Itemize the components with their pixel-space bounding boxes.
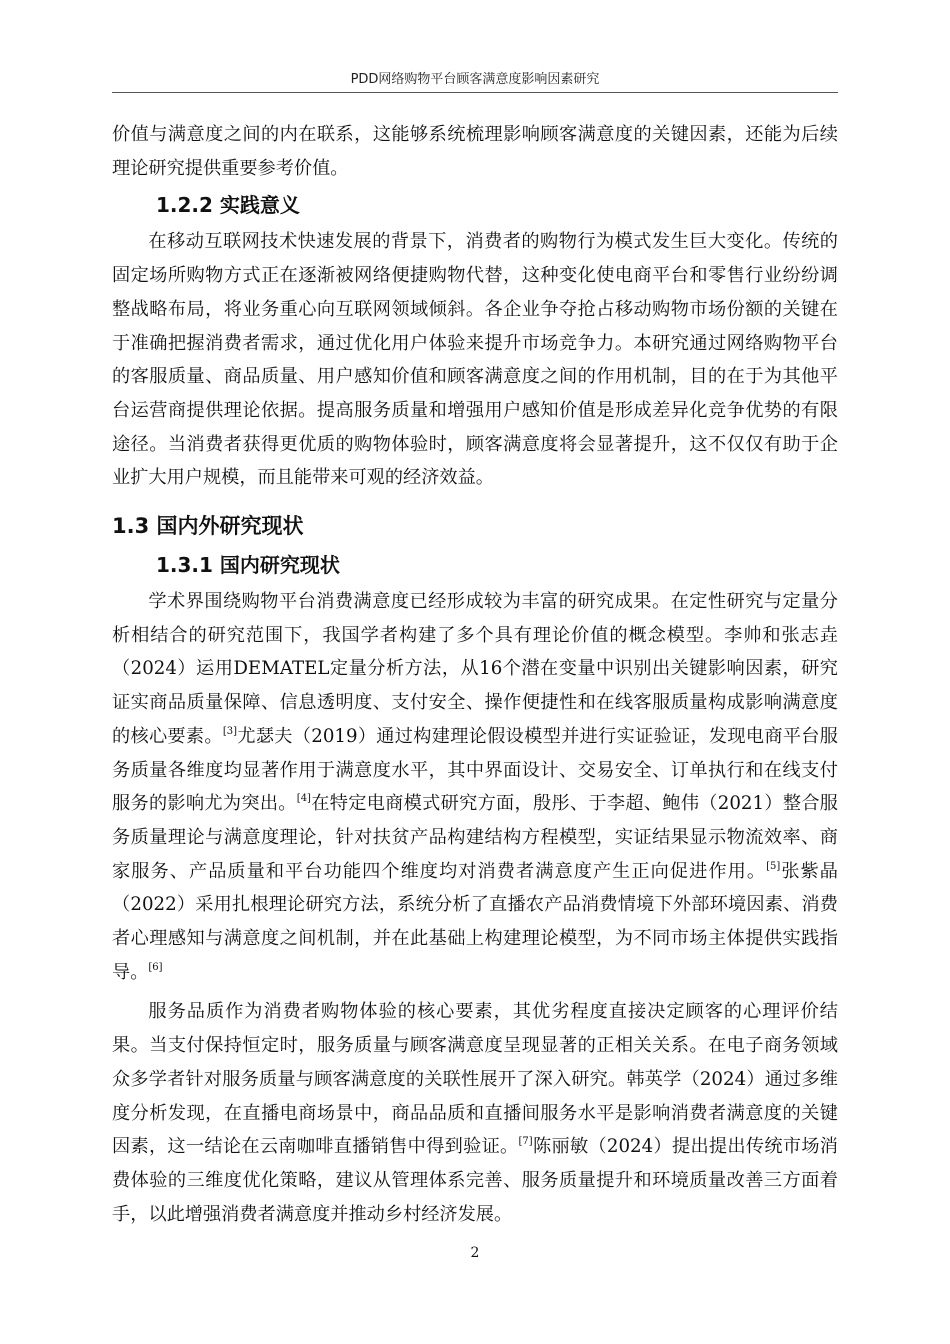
paragraph-domestic-research-2 bbox=[112, 995, 838, 1231]
paragraph-text: 尤瑟夫（2019）通过构建理论假设模型并进行实证验证，发现电商平台服务质量各维度均显著作用于满意度水平，其中界面设计、交易安全、订单执行和在线支付服务的影响尤为突出。 bbox=[112, 725, 838, 815]
section-heading-1-3: 1.3 国内外研究现状 bbox=[112, 514, 304, 539]
paragraph-continuation: 价值与满意度之间的内在联系，这能够系统梳理影响顾客满意度的关键因素，还能为后续理论研究提供重要参考价值。 bbox=[112, 124, 838, 179]
running-header: PDD网络购物平台顾客满意度影响因素研究 bbox=[350, 72, 600, 87]
citation-ref: [4] bbox=[296, 793, 311, 805]
page-body bbox=[112, 118, 838, 1231]
citation-ref: [7] bbox=[518, 1136, 533, 1148]
citation-ref: [3] bbox=[222, 725, 238, 737]
citation-ref: [6] bbox=[148, 961, 163, 973]
header-rule bbox=[112, 92, 838, 93]
page-number: 2 bbox=[470, 1245, 480, 1261]
paragraph-text: 在特定电商模式研究方面，殷彤、于李超、鲍伟（2021）整合服务质量理论与满意度理论，针对扶贫产品构建结构方程模型，实证结果显示物流效率、商家服务、产品质量和平台功能四个维度均对消费者满意度产生正向促进作用。 bbox=[112, 793, 838, 882]
paragraph-text: 服务品质作为消费者购物体验的核心要素，其优劣程度直接决定顾客的心理评价结果。当支付保持恒定时，服务质量与顾客满意度呈现显著的正相关关系。在电子商务领域众多学者针对服务质量与顾客满意度的关联性展开了深入研究。韩英学（2024）通过多维度分析发现，在直播电商场景中，商品品质和直播间服务水平是影响消费者满意度的关键因素，这一结论在云南咖啡直播销售中得到验证。 bbox=[112, 1001, 838, 1158]
paragraph-text: 学术界围绕购物平台消费满意度已经形成较为丰富的研究成果。在定性研究与定量分析相结合的研究范围下，我国学者构建了多个具有理论价值的概念模型。李帅和张志垚（2024）运用DEMATEL定量分析方法，从16个潜在变量中识别出关键影响因素，研究证实商品质量保障、信息透明度、支付安全、操作便捷性和在线客服质量构成影响满意度的核心要素。 bbox=[112, 591, 838, 747]
subsection-heading-1-2-2: 1.2.2 实践意义 bbox=[156, 193, 300, 218]
subsection-heading-1-3-1: 1.3.1 国内研究现状 bbox=[156, 553, 340, 578]
paragraph-domestic-research-1 bbox=[112, 585, 838, 989]
paragraph-text: 张紫晶（2022）采用扎根理论研究方法，系统分析了直播农产品消费情境下外部环境因素、消费者心理感知与满意度之间机制，并在此基础上构建理论模型，为不同市场主体提供实践指导。 bbox=[112, 860, 838, 983]
paragraph-text: 陈丽敏（2024）提出提出传统市场消费体验的三维度优化策略，建议从管理体系完善、服务质量提升和环境质量改善三方面着手，以此增强消费者满意度并推动乡村经济发展。 bbox=[112, 1136, 838, 1225]
paragraph-practical-significance: 在移动互联网技术快速发展的背景下，消费者的购物行为模式发生巨大变化。传统的固定场所购物方式正在逐渐被网络便捷购物代替，这种变化使电商平台和零售行业纷纷调整战略布局，将业务重心向互联网领域倾斜。各企业争夺抢占移动购物市场份额的关键在于准确把握消费者需求，通过优化用户体验来提升市场竞争力。本研究通过网络购物平台的客服质量、商品质量、用户感知价值和顾客满意度之间的作用机制，目的在于为其他平台运营商提供理论依据。提高服务质量和增强用户感知价值是形成差异化竞争优势的有限途径。当消费者获得更优质的购物体验时，顾客满意度将会显著提升，这不仅仅有助于企业扩大用户规模，而且能带来可观的经济效益。 bbox=[112, 231, 838, 489]
citation-ref: [5] bbox=[766, 860, 781, 872]
